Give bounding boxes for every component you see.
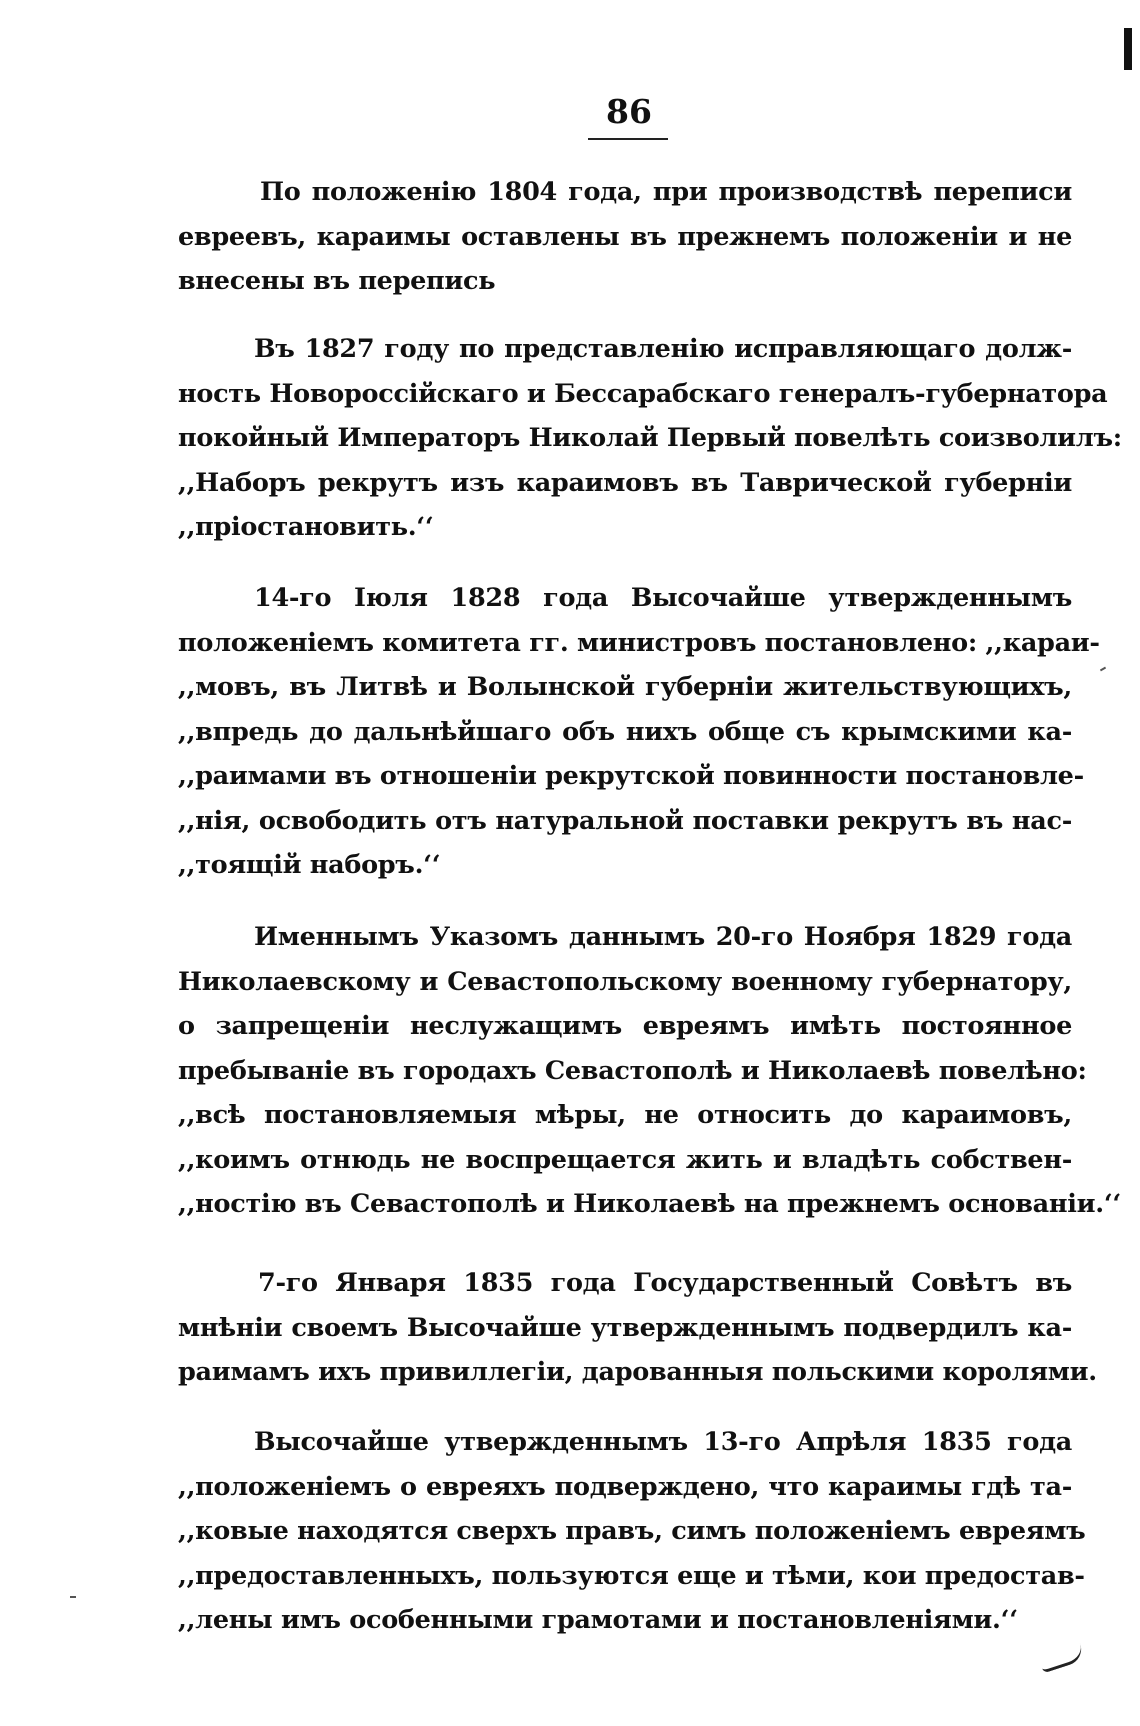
text-line: о запрещеніи неслужащимъ евреямъ имѣть постоянное — [178, 1011, 1072, 1041]
text-line: покойный Императоръ Николай Первый повелѣть соизволилъ: — [178, 423, 1122, 453]
text-line: раимамъ ихъ привиллегіи, дарованныя польскими королями. — [178, 1357, 1097, 1387]
text-line: ,,тоящій наборъ.‘‘ — [178, 850, 441, 880]
text-line: ,,нія, освободить отъ натуральной поставки рекрутъ въ нас- — [178, 805, 1072, 836]
text-line: ,,ностію въ Севастополѣ и Николаевѣ на прежнемъ основаніи.‘‘ — [178, 1189, 1122, 1219]
page-number: 86 — [606, 92, 652, 131]
speck-mark — [1100, 667, 1106, 672]
paragraph-4 — [178, 915, 1122, 1227]
text-line: ,,предоставленныхъ, пользуются еще и тѣми, кои предостав- — [178, 1560, 1085, 1591]
text-line: Высочайше утвержденнымъ 13-го Апрѣля 1835 года — [254, 1427, 1072, 1457]
text-line: 7-го Января 1835 года Государственный Совѣтъ въ — [258, 1268, 1072, 1298]
text-line: положеніемъ комитета гг. министровъ постановлено: ,,караи- — [178, 627, 1100, 658]
paragraph-1 — [178, 170, 1072, 304]
paragraph-5 — [178, 1261, 1097, 1395]
paragraph-3 — [178, 576, 1100, 888]
text-line: ,,раимами въ отношеніи рекрутской повинности постановле- — [178, 761, 1084, 791]
text-line: По положенію 1804 года, при производствѣ переписи — [260, 177, 1072, 207]
text-line: ,,всѣ постановляемыя мѣры, не относить до караимовъ, — [178, 1100, 1072, 1130]
text-line: ,,впредь до дальнѣйшаго объ нихъ обще съ крымскими ка- — [178, 716, 1072, 747]
text-line: Николаевскому и Севастопольскому военному губернатору, — [178, 966, 1072, 997]
text-line: ,,коимъ отнюдь не воспрещается жить и владѣть собствен- — [178, 1144, 1072, 1175]
paragraph-2 — [178, 327, 1122, 550]
speck-mark — [70, 1596, 76, 1598]
text-line: ,,лены имъ особенными грамотами и постановленіями.‘‘ — [178, 1605, 1018, 1635]
page-edge-mark — [1124, 28, 1132, 70]
text-line: Именнымъ Указомъ даннымъ 20-го Ноября 1829 года — [254, 922, 1072, 952]
text-line: ,,пріостановить.‘‘ — [178, 512, 434, 542]
paragraph-6 — [178, 1420, 1086, 1643]
text-line: ,,мовъ, въ Литвѣ и Волынской губерніи жительствующихъ, — [178, 672, 1072, 702]
text-line: ,,положеніемъ о евреяхъ подверждено, что караимы гдѣ та- — [178, 1471, 1072, 1502]
text-line: 14-го Іюля 1828 года Высочайше утвержденнымъ — [254, 583, 1072, 613]
scribble-mark — [1038, 1644, 1085, 1674]
text-line: внесены въ перепись — [178, 266, 496, 296]
text-line: евреевъ, караимы оставлены въ прежнемъ положеніи и не — [178, 221, 1072, 252]
text-line: Въ 1827 году по представленію исправляющаго долж- — [254, 334, 1072, 364]
text-line: ,,Наборъ рекрутъ изъ караимовъ въ Таврической губерніи — [178, 467, 1072, 498]
text-line: пребываніе въ городахъ Севастополѣ и Николаевѣ повелѣно: — [178, 1055, 1087, 1086]
page-number-rule — [588, 138, 668, 140]
text-line: ,,ковые находятся сверхъ правъ, симъ положеніемъ евреямъ — [178, 1516, 1086, 1546]
text-line: ность Новороссійскаго и Бессарабскаго генералъ-губернатора — [178, 378, 1108, 409]
text-line: мнѣніи своемъ Высочайше утвержденнымъ подвердилъ ка- — [178, 1312, 1072, 1343]
